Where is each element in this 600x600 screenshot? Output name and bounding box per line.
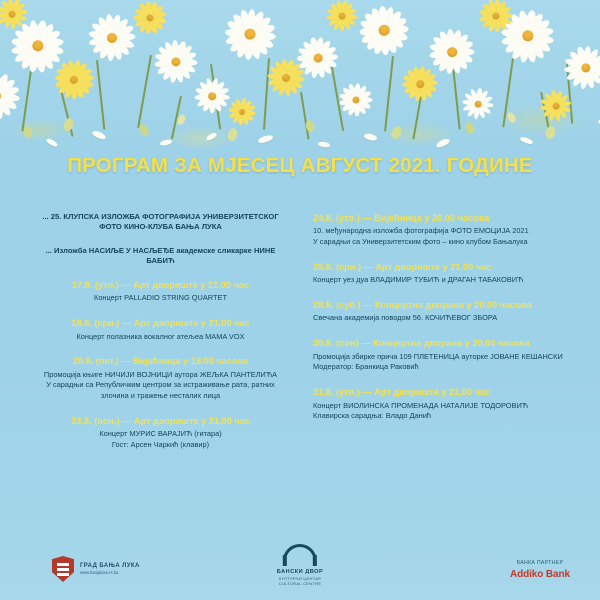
arch-icon (283, 544, 317, 566)
daisy-flower-icon (460, 86, 496, 122)
program-entry-detail: Клавирска сарадња: Владо Данић (313, 411, 431, 421)
program-entry-detail: Модератор: Бранкица Раковић (313, 362, 419, 372)
city-logo-title: ГРАД БАЊА ЛУКА (80, 562, 140, 569)
program-entry (313, 386, 566, 422)
program-entry (34, 212, 287, 233)
program-entry-detail: Концерт МУРИС ВАРАЈИЋ (гитара) (99, 429, 222, 439)
program-entry (313, 299, 566, 324)
program-entry-heading: 31.8. (уто.) — Арт дворишта у 21.00 час (313, 387, 491, 398)
daisy-flower-icon (265, 57, 307, 99)
program-entry (313, 261, 566, 286)
program-entry-heading: ... 25. КЛУПСКА ИЗЛОЖБА ФОТОГРАФИЈА УНИВЕРЗИТЕТСКОГ ФОТО КИНО-КЛУБА БАЊА ЛУКА (42, 212, 279, 232)
program-column-left (34, 212, 287, 464)
program-entry-detail: 10. међународна изложба фотографија ФОТО ЕМОЦИЈА 2021 (313, 226, 529, 236)
program-entry (34, 246, 287, 267)
program-entry (34, 415, 287, 451)
city-crest-icon (52, 556, 74, 582)
venue-name: БАНСКИ ДВОР (276, 568, 324, 575)
program-entry-heading: 20.8. (пет.) — Вијећница у 18.00 часова (72, 356, 249, 367)
partner-label: БАНКА ПАРТНЕР (516, 560, 564, 566)
daisy-flower-icon (537, 87, 574, 124)
program-entry-heading: ... Изложба НАСИЉЕ У НАСЉЕЂЕ академске сликарке НИНЕ БАБИЋ (45, 245, 276, 265)
program-entry-detail: Концерт PALLADIO STRING QUARTET (94, 293, 227, 303)
program-entry-heading: 25.8. (сри.) — Арт двориште у 21.00 час (313, 261, 492, 272)
program-entry-detail: Гост: Арсен Чаркић (клавир) (111, 440, 210, 450)
daisy-flower-icon (50, 56, 97, 103)
program-entry-detail: Свечана академија поводом 56. КОЧИЋЕВОГ ЗБОРА (313, 313, 498, 323)
city-logo (52, 556, 140, 582)
program-entry-detail: Концерт уез дуа ВЛАДИМИР ТУБИЋ и ДРАГАН ТАБАКОВИЋ (313, 275, 524, 285)
program-column-right (313, 212, 566, 464)
banski-dvor-logo (277, 544, 323, 586)
program-entry-detail: Промоција збирке прича 109 ПЛЕТЕНИЦА ауторке ЈОВАНЕ КЕШАНСКИ (313, 351, 563, 361)
partner-name: Addiko Bank (509, 569, 570, 580)
program-entry-detail: злочина и тражење несталих лица (100, 391, 221, 401)
program-entry-heading: 28.8. (суб.) — Концертна дворана у 20.00 часова (313, 300, 532, 311)
program-entry (34, 317, 287, 342)
program-entry-detail: Промоција књиге НИЧИЈИ ВОЈНИЦИ ауторa ЖЕЉКА ПАНТЕЛИЋА (43, 369, 278, 379)
program-entry (313, 337, 566, 373)
program-entry-heading: 23.8. (пон.) — Арт двориште у 21.00 час (71, 415, 250, 426)
program-entry (313, 212, 566, 248)
program-entry-heading: 30.8. (пон) — Концертна дворана у 20.00 часова (313, 338, 530, 349)
program-entry-heading: 24.8. (уто.) — Вијећница у 20.00 часова (313, 213, 490, 223)
city-logo-url: www.banjaluka.rs.ba (80, 569, 119, 575)
daisy-flower-icon (477, 0, 514, 35)
page-title: ПРОГРАМ ЗА МЈЕСЕЦ АВГУСТ 2021. ГОДИНЕ (67, 154, 533, 177)
partner-logo (510, 560, 570, 580)
program-entry (34, 279, 287, 304)
venue-subtitle-sr: КУЛТУРНИ ЦЕНТАР (278, 575, 322, 581)
venue-subtitle-en: CULTURAL CENTRE (278, 580, 322, 586)
program-entry-detail: Концерт полазника вокалног атељеа MAMA VOX (76, 331, 245, 341)
footer (0, 530, 600, 600)
program-entry (34, 355, 287, 402)
daisy-flower-icon (222, 6, 278, 62)
floral-header-decoration (0, 0, 600, 160)
program-columns (0, 212, 600, 464)
program-entry-detail: У сарадњи са Републичким центром за истраживање рата, ратних (46, 380, 275, 390)
program-entry-heading: 18.8. (сри.) — Арт двориште у 21.00 час (71, 318, 250, 329)
program-entry-detail: Концерт ВИОЛИНСКА ПРОМЕНАДА НАТАЛИЈЕ ТОДОРОВИЋ (313, 400, 529, 410)
program-entry-heading: 17.8. (уто.) — Арт двориште у 21.00 час (71, 280, 250, 290)
program-entry-detail: У сарадњи са Универзитетским фото – кино клубом Бањалука (313, 237, 528, 247)
